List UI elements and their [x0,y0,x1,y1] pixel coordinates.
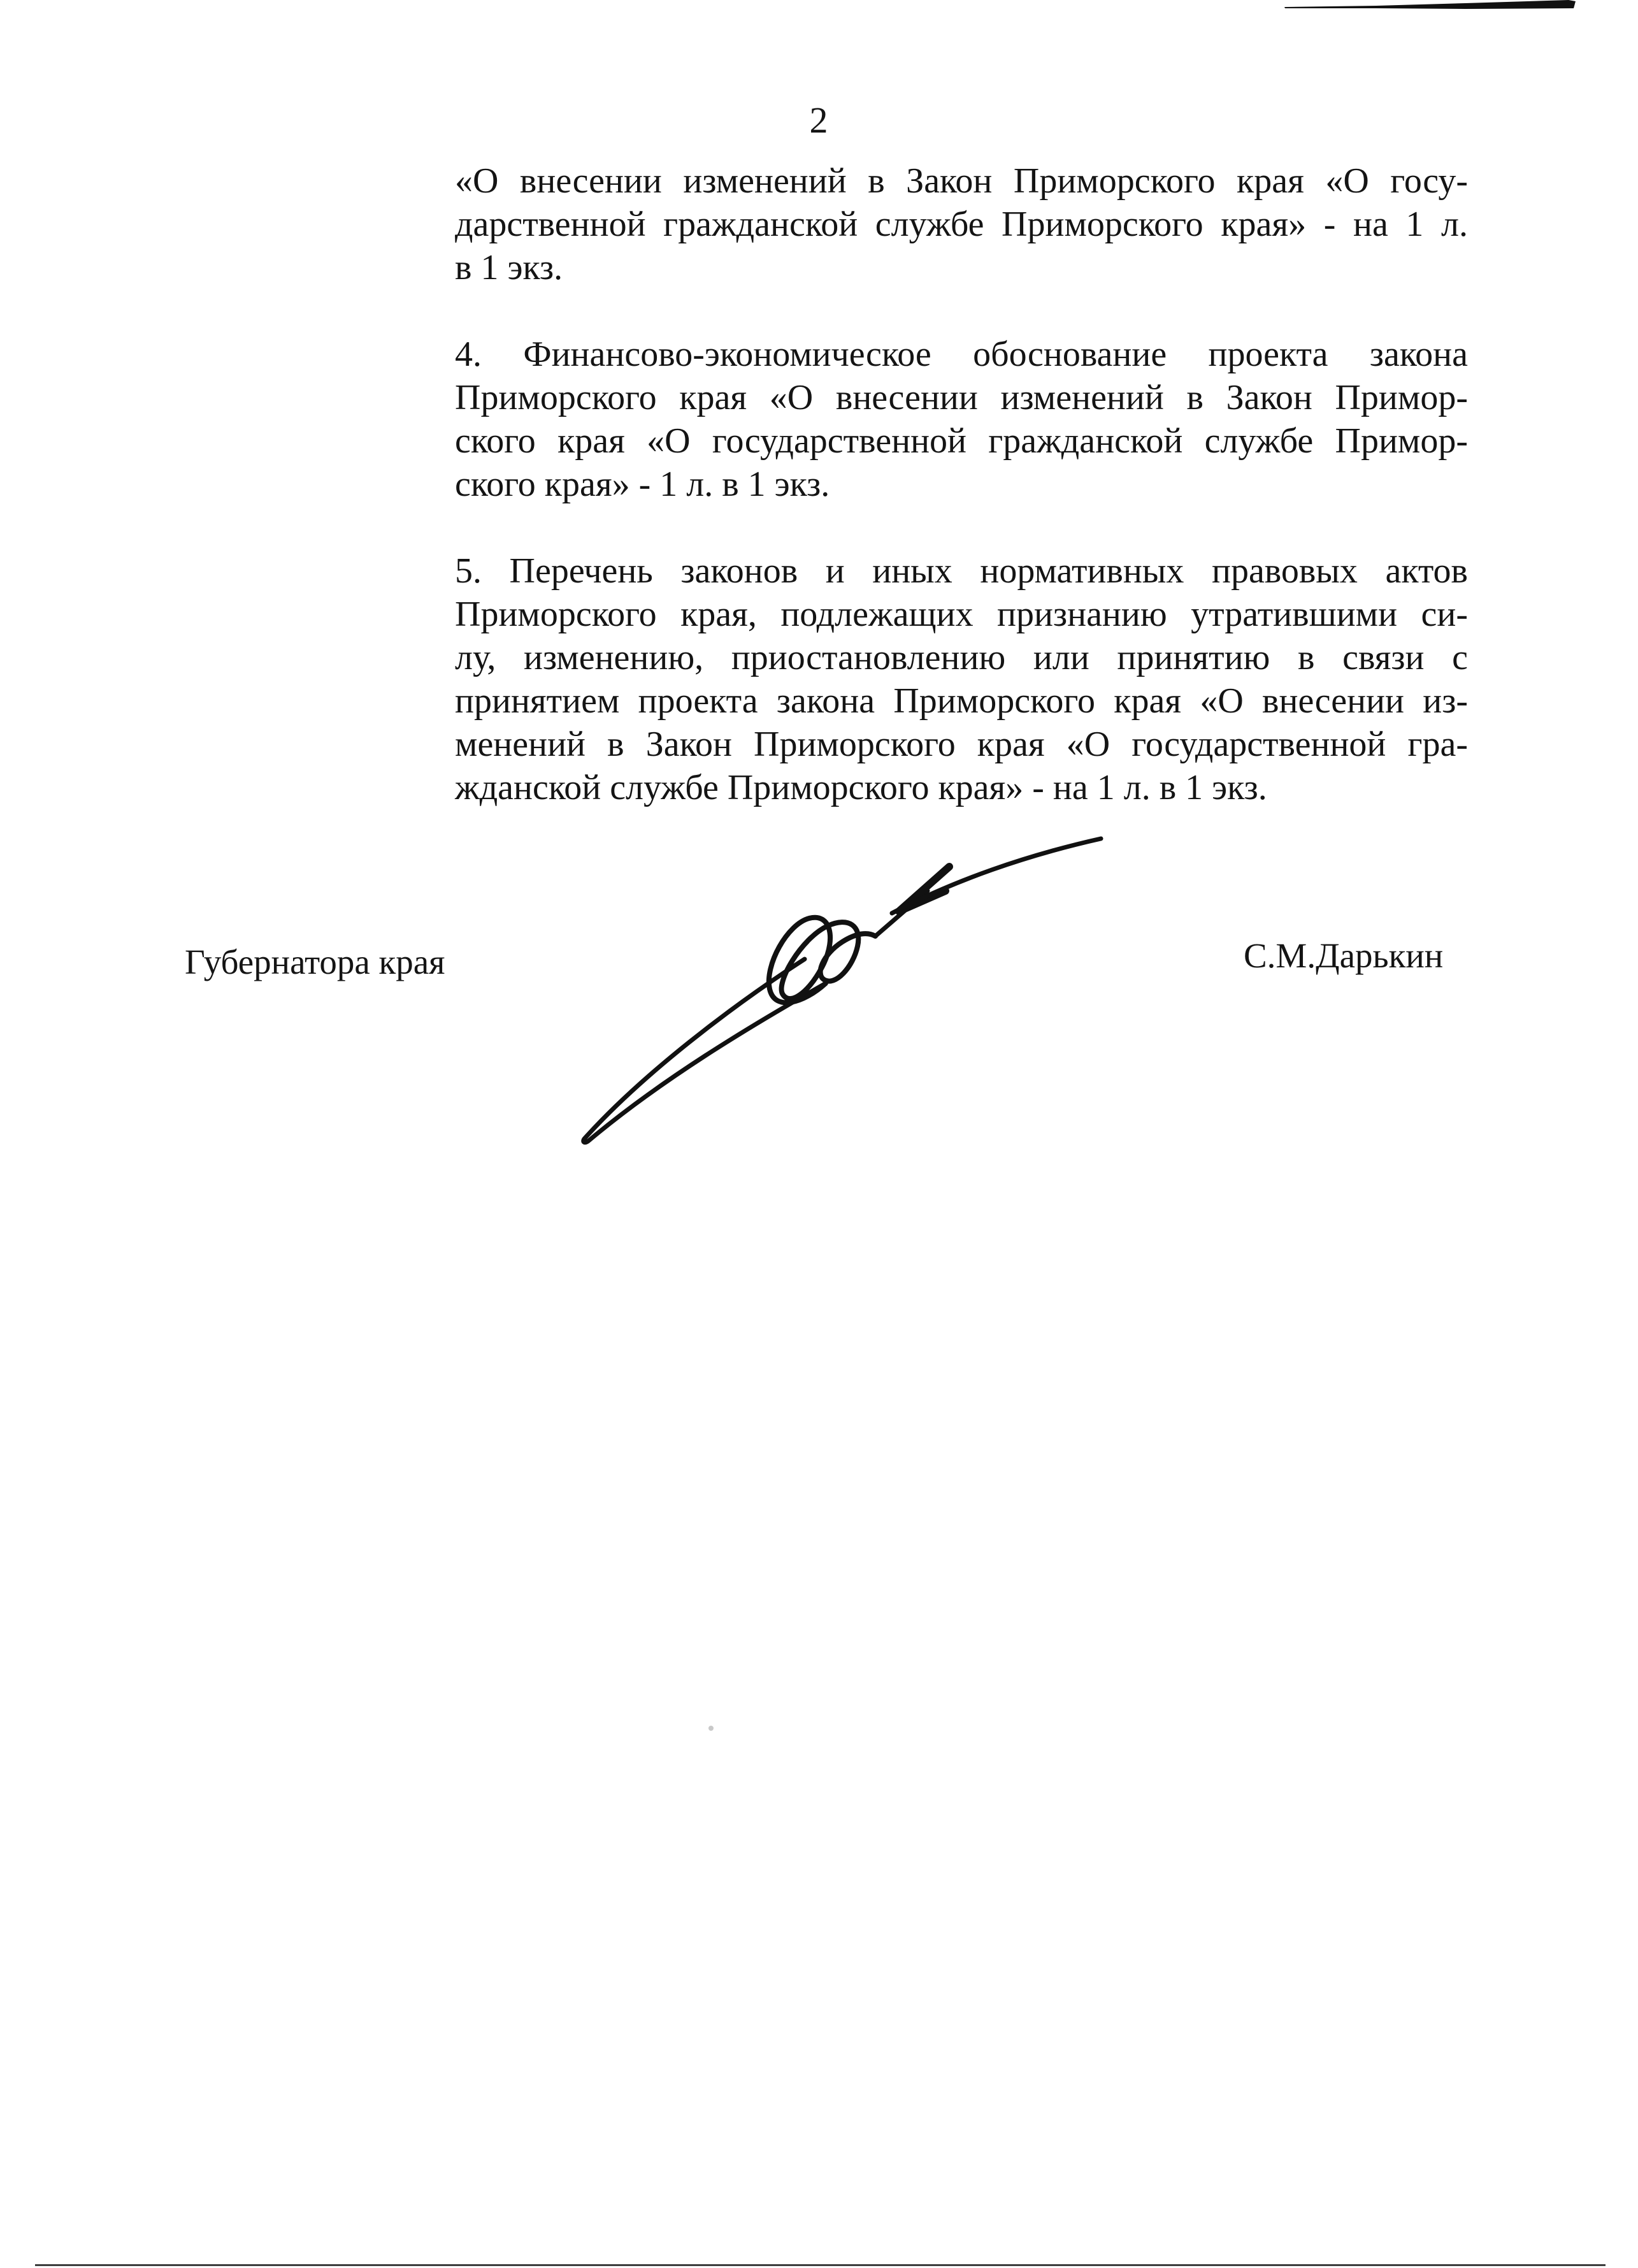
paragraph-line: ского края «О государственной гражданской службе Примор- [455,421,1468,461]
paragraph-line: Приморского края, подлежащих признанию утратившими си- [455,595,1468,634]
dust-speck-icon [708,1726,714,1731]
page-number: 2 [809,99,829,141]
paragraph-line: ского края» - 1 л. в 1 экз. [455,465,830,504]
page-edge-line-icon [35,2264,1606,2266]
handwritten-signature-icon [584,839,1101,1143]
list-item-4 [455,333,1468,506]
paragraph-line: «О внесении изменений в Закон Приморского края «О госу- [455,161,1468,201]
paragraph-line: дарственной гражданской службе Приморского края» - на 1 л. [455,205,1468,244]
paragraph-line: принятием проекта закона Приморского края «О внесении из- [455,681,1468,721]
signer-name: С.М.Дарькин [1244,936,1444,975]
paragraph-line: жданской службе Приморского края» - на 1 л. в 1 экз. [455,768,1267,807]
paragraph-continuation [455,159,1468,289]
paragraph-line: 4. Финансово-экономическое обоснование проекта закона [455,335,1468,374]
signer-position-label: Губернатора края [185,943,445,981]
list-item-5 [455,549,1468,809]
document-body [455,159,1468,853]
paragraph-line: лу, изменению, приостановлению или принятию в связи с [455,638,1468,677]
paragraph-line: Приморского края «О внесении изменений в Закон Примор- [455,378,1468,417]
paragraph-line: менений в Закон Приморского края «О государственной гра- [455,725,1468,764]
scan-streak-icon [1284,0,1576,9]
paragraph-line: 5. Перечень законов и иных нормативных правовых актов [455,551,1468,591]
paragraph-line: в 1 экз. [455,248,563,287]
